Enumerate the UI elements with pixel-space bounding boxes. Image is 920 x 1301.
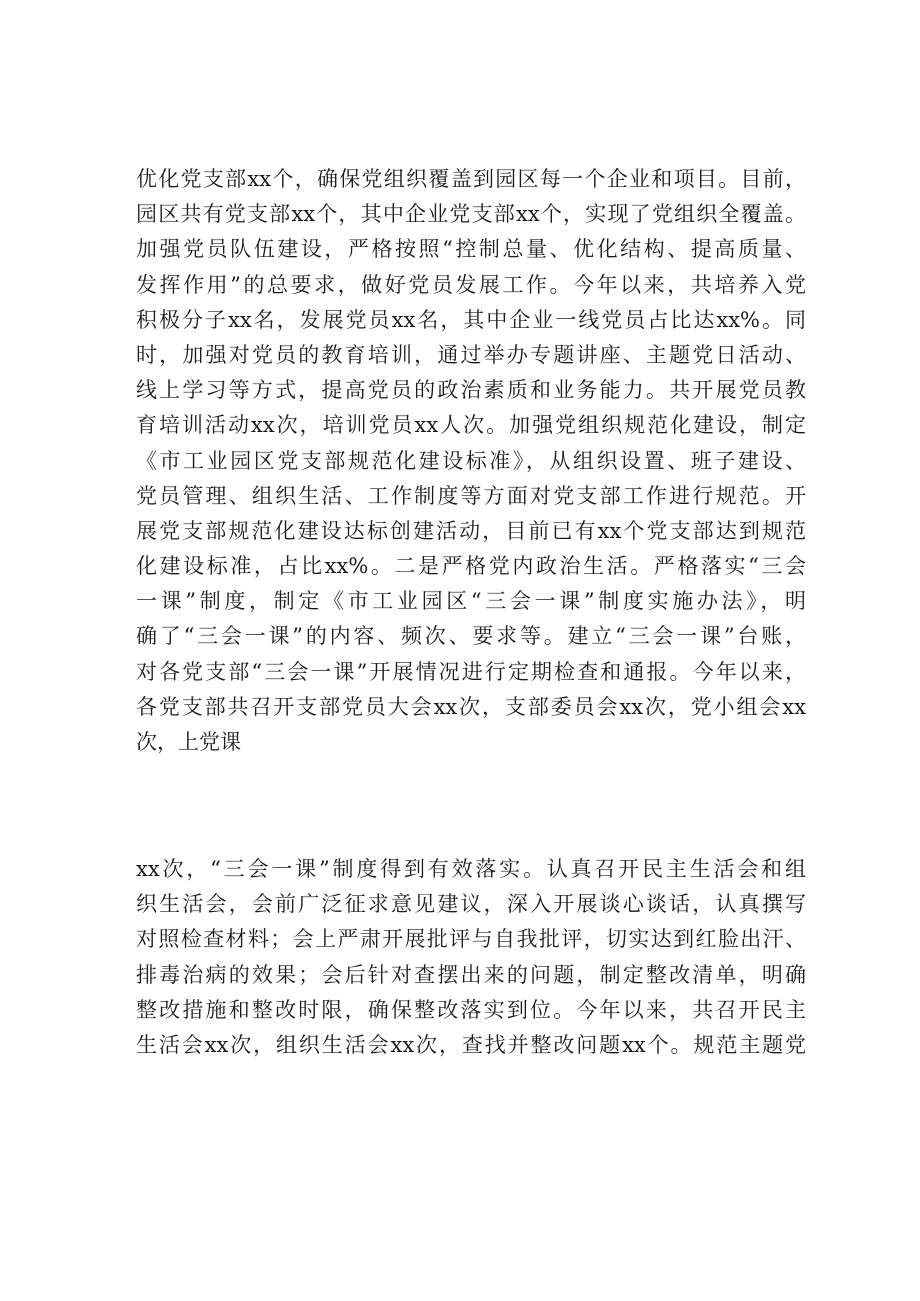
text-line: 线上学习等方式，提高党员的政治素质和业务能力。共开展党员教 <box>136 378 806 403</box>
text-line: 党员管理、组织生活、工作制度等方面对党支部工作进行规范。开 <box>136 483 806 508</box>
text-line: 整改措施和整改时限，确保整改落实到位。今年以来，共召开民主 <box>136 997 806 1022</box>
text-line: 次，上党课 <box>136 730 241 754</box>
text-line: 对照检查材料；会上严肃开展批评与自我批评，切实达到红脸出汗、 <box>136 927 806 952</box>
text-line: 园区共有党支部xx个，其中企业党支部xx个，实现了党组织全覆盖。 <box>136 202 806 227</box>
text-line: 生活会xx次，组织生活会xx次，查找并整改问题xx个。规范主题党 <box>136 1032 806 1057</box>
text-line: 《市工业园区党支部规范化建设标准》，从组织设置、班子建设、 <box>136 448 806 473</box>
text-line: 展党支部规范化建设达标创建活动，目前已有xx个党支部达到规范 <box>136 518 806 543</box>
text-line: 时，加强对党员的教育培训，通过举办专题讲座、主题党日活动、 <box>136 342 806 367</box>
text-line: 对各党支部“三会一课”开展情况进行定期检查和通报。今年以来， <box>136 659 806 684</box>
text-line: 排毒治病的效果；会后针对查摆出来的问题，制定整改清单，明确 <box>136 962 806 987</box>
body-text-block-1 <box>136 162 806 760</box>
text-line: 优化党支部xx个，确保党组织覆盖到园区每一个企业和项目。目前， <box>136 167 806 191</box>
text-line: xx次，“三会一课”制度得到有效落实。认真召开民主生活会和组 <box>136 857 806 881</box>
text-line: 化建设标准，占比xx%。二是严格党内政治生活。严格落实“三会 <box>136 554 806 579</box>
text-line: 积极分子xx名，发展党员xx名，其中企业一线党员占比达xx%。同 <box>136 307 806 332</box>
text-line: 育培训活动xx次，培训党员xx人次。加强党组织规范化建设，制定 <box>136 413 806 438</box>
text-line: 确了“三会一课”的内容、频次、要求等。建立“三会一课”台账， <box>136 624 806 649</box>
text-line: 织生活会，会前广泛征求意见建议，深入开展谈心谈话，认真撰写 <box>136 892 806 917</box>
body-text-block-2 <box>136 852 806 1063</box>
text-line: 加强党员队伍建设，严格按照“控制总量、优化结构、提高质量、 <box>136 237 806 262</box>
text-line: 发挥作用”的总要求，做好党员发展工作。今年以来，共培养入党 <box>136 272 806 297</box>
text-line: 各党支部共召开支部党员大会xx次，支部委员会xx次，党小组会xx <box>136 694 806 719</box>
text-line: 一课”制度，制定《市工业园区“三会一课”制度实施办法》，明 <box>136 589 806 614</box>
